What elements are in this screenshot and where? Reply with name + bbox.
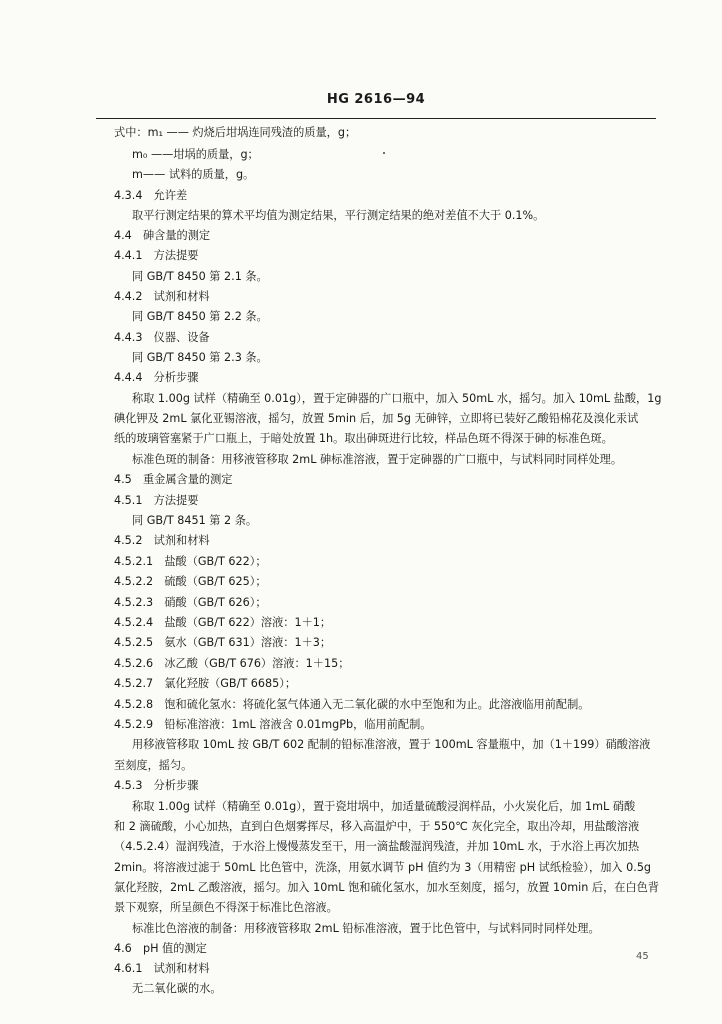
text-line: m₀ ——坩埚的质量，g； xyxy=(132,148,259,161)
text-line: 式中：m₁ —— 灼烧后坩埚连同残渣的质量，g； xyxy=(114,126,357,139)
text-line: 碘化钾及 2mL 氯化亚锡溶液，摇匀，放置 5min 后，加 5g 无砷锌，立即将已装好乙酸铅棉花及溴化汞试 xyxy=(114,412,639,425)
page-number: 45 xyxy=(636,951,649,962)
list-item: 4.5.2.4 盐酸（GB/T 622）溶液：1＋1； xyxy=(114,616,332,629)
section-heading: 4.5.2 试剂和材料 xyxy=(114,534,210,547)
text-line: 景下观察，所呈颜色不得深于标准比色溶液。 xyxy=(114,901,338,914)
scan-speck xyxy=(383,152,385,154)
section-heading: 4.4 砷含量的测定 xyxy=(114,229,211,242)
text-line: 氯化羟胺，2mL 乙酸溶液，摇匀。加入 10mL 饱和硫化氢水，加水至刻度，摇匀，放置 10min 后，在白色背 xyxy=(114,881,660,894)
section-heading: 4.4.3 仪器、设备 xyxy=(114,331,210,344)
section-heading: 4.4.1 方法提要 xyxy=(114,249,199,262)
text-line: 纸的玻璃管塞紧于广口瓶上，于暗处放置 1h。取出砷斑进行比较，样品色斑不得深于砷的标准色斑。 xyxy=(114,432,613,445)
list-item: 4.5.2.1 盐酸（GB/T 622）； xyxy=(114,555,267,568)
list-item: 4.5.2.8 饱和硫化氢水：将硫化氢气体通入无二氧化碳的水中至饱和为止。此溶液临用前配制。 xyxy=(114,698,590,711)
text-line: 标准色斑的制备：用移液管移取 2mL 砷标准溶液，置于定砷器的广口瓶中，与试料同时同样处理。 xyxy=(132,453,623,466)
text-line: 取平行测定结果的算术平均值为测定结果，平行测定结果的绝对差值不大于 0.1%。 xyxy=(132,209,545,222)
text-line: 用移液管移取 10mL 按 GB/T 602 配制的铅标准溶液，置于 100mL 容量瓶中，加（1＋199）硝酸溶液 xyxy=(132,738,651,751)
text-line: 和 2 滴硫酸，小心加热，直到白色烟雾挥尽，移入高温炉中，于 550℃ 灰化完全，取出冷却，用盐酸溶液 xyxy=(114,820,640,833)
section-heading: 4.3.4 允许差 xyxy=(114,189,188,202)
list-item: 4.5.2.5 氨水（GB/T 631）溶液：1＋3； xyxy=(114,636,332,649)
list-item: 4.5.2.6 冰乙酸（GB/T 676）溶液：1＋15； xyxy=(114,657,350,670)
section-heading: 4.5.3 分析步骤 xyxy=(114,779,199,792)
text-line: （4.5.2.4）湿润残渣，于水浴上慢慢蒸发至干，用一滴盐酸湿润残渣，并加 10mL 水，于水浴上再次加热 xyxy=(114,840,640,853)
text-line: 同 GB/T 8451 第 2 条。 xyxy=(132,514,258,527)
list-item: 4.5.2.9 铅标准溶液：1mL 溶液含 0.01mgPb，临用前配制。 xyxy=(114,718,432,731)
list-item: 4.5.2.2 硫酸（GB/T 625）； xyxy=(114,575,267,588)
text-line: m—— 试料的质量，g。 xyxy=(132,168,255,181)
text-line: 至刻度，摇匀。 xyxy=(114,759,193,772)
text-line: 同 GB/T 8450 第 2.1 条。 xyxy=(132,270,268,283)
text-line: 同 GB/T 8450 第 2.3 条。 xyxy=(132,351,268,364)
text-line: 称取 1.00g 试样（精确至 0.01g），置于瓷坩埚中，加适量硫酸浸润样品，小火炭化后，加 1mL 硝酸 xyxy=(132,800,636,813)
standard-header: HG 2616—94 xyxy=(326,92,426,107)
text-line: 标准比色溶液的制备：用移液管移取 2mL 铅标准溶液，置于比色管中，与试料同时同样处理。 xyxy=(132,922,600,935)
header-rule xyxy=(96,118,656,119)
text-line: 称取 1.00g 试样（精确至 0.01g），置于定砷器的广口瓶中，加入 50mL 水，摇匀。加入 10mL 盐酸，1g xyxy=(132,392,662,405)
text-line: 2min。将溶液过滤于 50mL 比色管中，洗涤，用氨水调节 pH 值约为 3（用精密 pH 试纸检验），加入 0.5g xyxy=(114,861,652,874)
list-item: 4.5.2.3 硝酸（GB/T 626）； xyxy=(114,596,267,609)
section-heading: 4.6 pH 值的测定 xyxy=(114,942,207,955)
section-heading: 4.6.1 试剂和材料 xyxy=(114,962,210,975)
section-heading: 4.5.1 方法提要 xyxy=(114,494,199,507)
section-heading: 4.5 重金属含量的测定 xyxy=(114,473,233,486)
section-heading: 4.4.2 试剂和材料 xyxy=(114,290,210,303)
text-line: 同 GB/T 8450 第 2.2 条。 xyxy=(132,310,268,323)
list-item: 4.5.2.7 氯化羟胺（GB/T 6685）； xyxy=(114,677,297,690)
text-line: 无二氧化碳的水。 xyxy=(132,982,222,995)
section-heading: 4.4.4 分析步骤 xyxy=(114,371,199,384)
